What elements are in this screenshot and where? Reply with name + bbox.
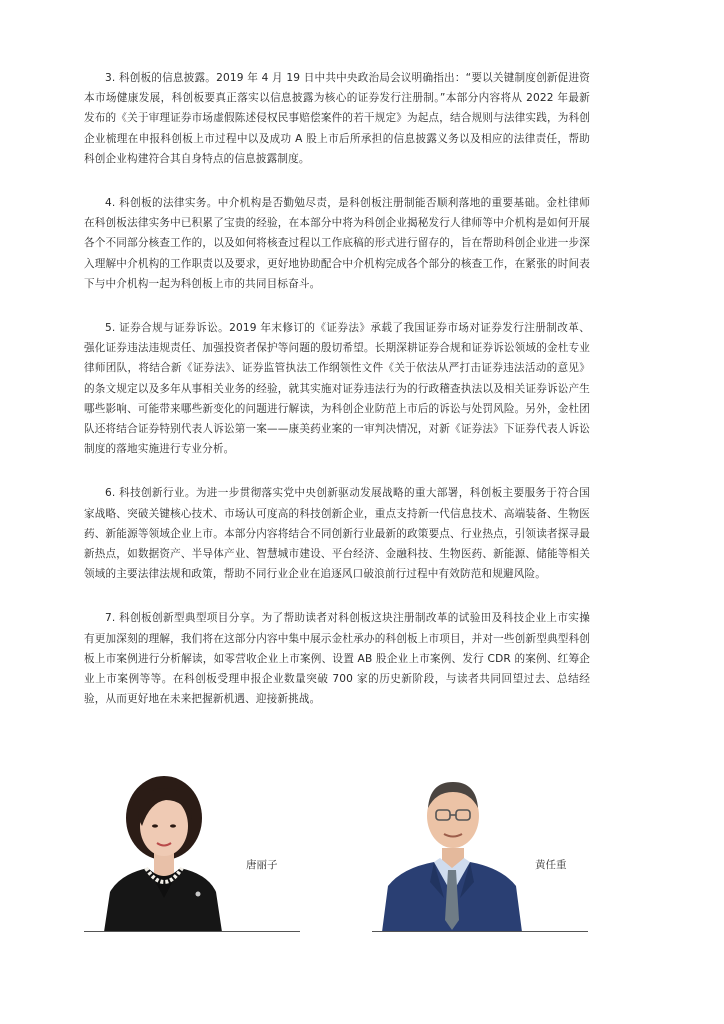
paragraph-body: 为进一步贯彻落实党中央创新驱动发展战略的重大部署，科创板主要服务于符合国家战略、突破关键核心技术、市场认可度高的科技创新企业，重点支持新一代信息技术、高端装备、生物医药、新能源等领域企业上市。本部分内容将结合不同创新行业最新的政策要点、行业热点，引领读者探寻最新热点，如数据资产、半导体产业、智慧城市建设、平台经济、金融科技、生物医药、新能源、储能等相关领域的主要法律法规和政策，帮助不同行业企业在追逐风口破浪前行过程中有效防范和规避风险。 xyxy=(84,487,590,581)
paragraph-lead: 4. 科创板的法律实务。 xyxy=(105,197,218,210)
paragraph-lead: 7. 科创板创新型典型项目分享。 xyxy=(105,612,262,625)
person-name: 唐丽子 xyxy=(246,859,278,871)
paragraph-body: 2019 年 4 月 19 日中共中央政治局会议明确指出：“要以关键制度创新促进资本市场健康发展，科创板要真正落实以信息披露为核心的证券发行注册制。”本部分内容将从 2022 年最新发布的《关于审理证券市场虚假陈述侵权民事赔偿案件的若干规定》为起点，结合规则与法律实践，为科创企业梳理在申报科创板上市过程中以及成功 A 股上市后所承担的信息披露义务以及相应的法律责任，帮助科创企业构建符合其自身特点的信息披露制度。 xyxy=(84,72,590,165)
paragraph-lead: 6. 科技创新行业。 xyxy=(105,487,196,500)
person-name: 黄任重 xyxy=(535,859,567,871)
paragraph-body: 为了帮助读者对科创板这块注册制改革的试验田及科技企业上市实操有更加深刻的理解，我们将在这部分内容中集中展示金杜承办的科创板上市项目，并对一些创新型典型科创板上市案例进行分析解读，如零营收企业上市案例、设置 AB 股企业上市案例、发行 CDR 的案例、红筹企业上市案例等等。在科创板受理申报企业数量突破 700 家的历史新阶段，与读者共同回望过去、总结经验，从而更好地在未来把握新机遇、迎接新挑战。 xyxy=(84,612,591,706)
divider-line xyxy=(372,931,588,932)
paragraph-legal-practice xyxy=(84,193,590,294)
paragraph-body: 2019 年末修订的《证券法》承载了我国证券市场对证券发行注册制改革、强化证券违法违规责任、加强投资者保护等问题的殷切希望。长期深耕证券合规和证券诉讼领域的金杜专业律师团队，将结合新《证券法》、证券监管执法工作纲领性文件《关于依法从严打击证券违法活动的意见》的条文规定以及多年从事相关业务的经验，就其实施对证券违法行为的行政稽查执法以及相关证券诉讼产生哪些影响、可能带来哪些新变化的问题进行解读，为科创企业防范上市后的诉讼与处罚风险。另外，金杜团队还将结合证券特别代表人诉讼第一案——康美药业案的一审判决情况，对新《证券法》下证券代表人诉讼制度的落地实施进行专业分析。 xyxy=(84,322,590,456)
portrait-woman-icon xyxy=(100,770,224,932)
paragraph-tech-industry xyxy=(84,483,590,584)
paragraph-securities-litigation xyxy=(84,318,590,459)
paragraph-case-sharing xyxy=(84,608,590,709)
paragraph-body: 中介机构是否勤勉尽责，是科创板注册制能否顺利落地的重要基础。金杜律师在科创板法律实务中已积累了宝贵的经验，在本部分中将为科创企业揭秘发行人律师等中介机构是如何开展各个不同部分核查工作的，以及如何将核查过程以工作底稿的形式进行留存的，旨在帮助科创企业进一步深入理解中介机构的工作职责以及要求，更好地协助配合中介机构完成各个部分的核查工作，在紧张的时间表下与中介机构一起为科创板上市的共同目标奋斗。 xyxy=(84,197,590,290)
divider-line xyxy=(84,931,300,932)
paragraph-lead: 5. 证券合规与证券诉讼。 xyxy=(105,322,230,335)
paragraph-info-disclosure xyxy=(84,68,590,169)
paragraph-lead: 3. 科创板的信息披露。 xyxy=(105,72,217,84)
portrait-man-icon xyxy=(380,770,524,932)
body-text xyxy=(84,68,590,733)
